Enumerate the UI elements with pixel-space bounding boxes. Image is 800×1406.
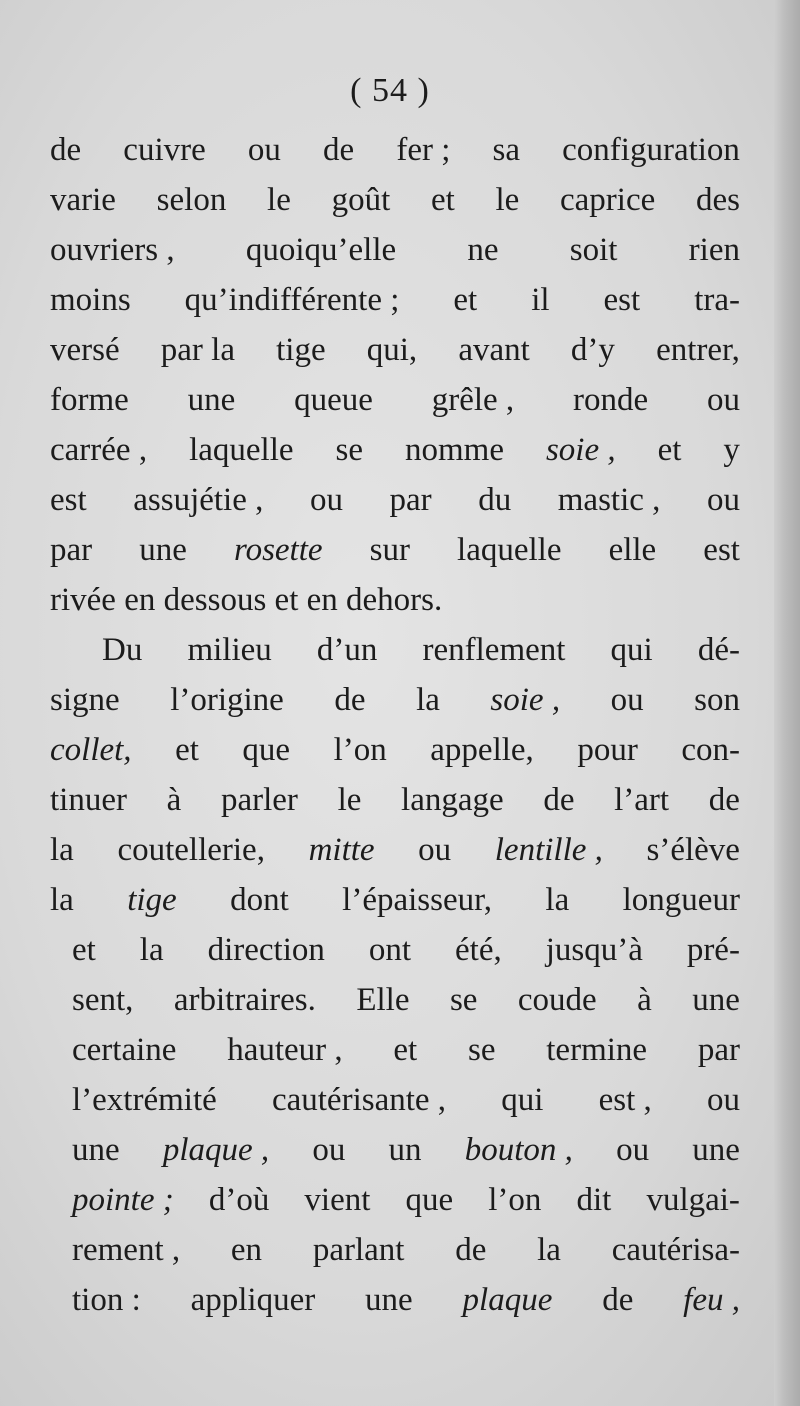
- word: par: [50, 532, 93, 568]
- word: en: [306, 582, 338, 618]
- text-line: [50, 1075, 740, 1125]
- body-text: [50, 125, 740, 1325]
- word: cuivre: [123, 132, 206, 168]
- word: et: [453, 282, 478, 318]
- word: ou: [247, 132, 281, 168]
- text-line: [50, 1175, 740, 1225]
- word: Du: [102, 632, 143, 668]
- word: goût: [331, 182, 391, 218]
- word: dessous: [163, 582, 267, 618]
- text-line: [50, 725, 740, 775]
- italic-word: pointe ;: [72, 1182, 174, 1218]
- italic-word: tige: [127, 882, 177, 918]
- word: est: [50, 482, 87, 518]
- text-line: [50, 1225, 740, 1275]
- text-line: [50, 1275, 740, 1325]
- word: selon: [156, 182, 227, 218]
- word: ouvriers ,: [50, 232, 175, 268]
- word: tinuer: [50, 782, 127, 818]
- word: ou: [610, 682, 644, 718]
- word: sent,: [72, 982, 134, 1018]
- word: hauteur ,: [227, 1032, 343, 1068]
- word: une: [72, 1132, 120, 1168]
- word: moins: [50, 282, 131, 318]
- word: tige: [276, 332, 326, 368]
- italic-word: rosette: [233, 532, 323, 568]
- word: mastic ,: [557, 482, 661, 518]
- word: con-: [681, 732, 740, 768]
- word: longueur: [622, 882, 740, 918]
- word: rement ,: [72, 1232, 181, 1268]
- word: une: [139, 532, 187, 568]
- word: la: [545, 882, 570, 918]
- word: nomme: [404, 432, 504, 468]
- word: sur: [369, 532, 410, 568]
- word: du: [478, 482, 512, 518]
- text-line: [50, 125, 740, 175]
- word: de: [323, 132, 355, 168]
- word: une: [692, 1132, 740, 1168]
- word: signe: [50, 682, 120, 718]
- word: qui,: [366, 332, 418, 368]
- word: le: [267, 182, 291, 218]
- word: en: [230, 1232, 263, 1268]
- italic-word: collet,: [50, 732, 132, 768]
- word: se: [468, 1032, 496, 1068]
- word: et: [430, 182, 455, 218]
- word: par: [697, 1032, 740, 1068]
- italic-word: bouton ,: [464, 1132, 573, 1168]
- word: caprice: [560, 182, 656, 218]
- word: carrée ,: [50, 432, 148, 468]
- italic-word: soie ,: [490, 682, 561, 718]
- word: ou: [418, 832, 452, 868]
- word: la: [416, 682, 440, 718]
- text-line: [50, 575, 740, 625]
- word: laquelle: [457, 532, 562, 568]
- word: à: [637, 982, 652, 1018]
- word: de: [543, 782, 575, 818]
- word: l’art: [614, 782, 670, 818]
- page-number: ( 54 ): [350, 72, 430, 109]
- word: il: [531, 282, 550, 318]
- word: l’origine: [170, 682, 284, 718]
- word: quoiqu’elle: [245, 232, 397, 268]
- word: qui: [610, 632, 653, 668]
- text-line: [50, 1125, 740, 1175]
- word: à: [166, 782, 182, 818]
- word: pré-: [686, 932, 740, 968]
- text-line: [50, 1025, 740, 1075]
- word: avant: [458, 332, 530, 368]
- word: en: [124, 582, 156, 618]
- word: la: [139, 932, 164, 968]
- word: vient: [304, 1182, 371, 1218]
- word: l’on: [333, 732, 387, 768]
- italic-word: soie ,: [545, 432, 616, 468]
- word: des: [695, 182, 740, 218]
- word: elle: [608, 532, 657, 568]
- word: s’élève: [646, 832, 740, 868]
- word: de: [602, 1282, 634, 1318]
- word: versé: [50, 332, 120, 368]
- word: pour: [577, 732, 638, 768]
- word: se: [449, 982, 478, 1018]
- word: et: [175, 732, 199, 768]
- word: soit: [569, 232, 618, 268]
- word: d’un: [316, 632, 378, 668]
- word: une: [365, 1282, 413, 1318]
- word: et: [72, 932, 96, 968]
- word: de: [708, 782, 740, 818]
- word: le: [337, 782, 362, 818]
- word: de: [334, 682, 366, 718]
- word: ou: [616, 1132, 650, 1168]
- word: la: [50, 882, 74, 918]
- word: sa: [492, 132, 521, 168]
- word: laquelle: [189, 432, 294, 468]
- word: fer ;: [396, 132, 451, 168]
- word: direction: [207, 932, 325, 968]
- word: se: [335, 432, 363, 468]
- word: entrer,: [656, 332, 740, 368]
- word: est: [703, 532, 740, 568]
- word: qui: [501, 1082, 544, 1118]
- word: ont: [368, 932, 412, 968]
- word: que: [405, 1182, 454, 1218]
- word: et: [393, 1032, 418, 1068]
- italic-word: feu ,: [683, 1282, 740, 1318]
- word: ne: [467, 232, 499, 268]
- word: que: [242, 732, 291, 768]
- word: par: [389, 482, 432, 518]
- text-line: [50, 775, 740, 825]
- text-line: [50, 425, 740, 475]
- italic-word: lentille ,: [494, 832, 603, 868]
- text-line: [50, 825, 740, 875]
- word: forme: [50, 382, 129, 418]
- word: renflement: [422, 632, 566, 668]
- word: qu’indifférente ;: [184, 282, 400, 318]
- word: milieu: [187, 632, 272, 668]
- word: l’on: [488, 1182, 542, 1218]
- italic-word: plaque: [462, 1282, 553, 1318]
- word: rien: [688, 232, 740, 268]
- text-line: [50, 525, 740, 575]
- word: queue: [294, 382, 373, 418]
- text-line: [50, 675, 740, 725]
- word: dont: [230, 882, 289, 918]
- word: été,: [455, 932, 502, 968]
- word: une: [692, 982, 740, 1018]
- word: dé-: [697, 632, 740, 668]
- word: ou: [312, 1132, 346, 1168]
- text-line: [50, 275, 740, 325]
- word: d’où: [208, 1182, 270, 1218]
- word: et: [657, 432, 682, 468]
- word: y: [723, 432, 740, 468]
- word: ronde: [573, 382, 649, 418]
- word: rivée: [50, 582, 116, 618]
- text-line: [50, 325, 740, 375]
- word: configuration: [562, 132, 740, 168]
- word: une: [187, 382, 236, 418]
- text-line: [50, 925, 740, 975]
- italic-word: plaque ,: [162, 1132, 270, 1168]
- word: langage: [401, 782, 504, 818]
- word: tion :: [72, 1282, 141, 1318]
- word: ou: [309, 482, 343, 518]
- word: certaine: [72, 1032, 177, 1068]
- word: par la: [160, 332, 235, 368]
- text-line: [50, 975, 740, 1025]
- word: coude: [517, 982, 597, 1018]
- word: appelle,: [430, 732, 534, 768]
- word: de: [455, 1232, 487, 1268]
- text-line: [50, 225, 740, 275]
- word: parler: [220, 782, 298, 818]
- word: ou: [707, 1082, 740, 1118]
- page-edge-shadow: [774, 0, 800, 1406]
- word: est ,: [598, 1082, 652, 1118]
- text-line: [50, 175, 740, 225]
- word: le: [495, 182, 520, 218]
- word: cautérisante ,: [271, 1082, 447, 1118]
- word: Elle: [356, 982, 410, 1018]
- word: l’extrémité: [72, 1082, 217, 1118]
- word: tra-: [694, 282, 740, 318]
- word: d’y: [570, 332, 615, 368]
- text-line: [50, 475, 740, 525]
- word: et: [274, 582, 299, 618]
- italic-word: mitte: [308, 832, 375, 868]
- word: son: [694, 682, 740, 718]
- word: termine: [546, 1032, 648, 1068]
- word: de: [50, 132, 82, 168]
- word: parlant: [312, 1232, 405, 1268]
- word: assujétie ,: [133, 482, 264, 518]
- word: coutellerie,: [117, 832, 265, 868]
- word: grêle ,: [431, 382, 515, 418]
- text-line: [50, 375, 740, 425]
- word: vulgai-: [646, 1182, 740, 1218]
- text-line: [50, 875, 740, 925]
- word: cautérisa-: [611, 1232, 740, 1268]
- word: varie: [50, 182, 116, 218]
- word: ou: [706, 382, 740, 418]
- word: un: [388, 1132, 422, 1168]
- text-line: [50, 625, 740, 675]
- word: la: [50, 832, 74, 868]
- word: ou: [706, 482, 740, 518]
- word: jusqu’à: [545, 932, 643, 968]
- word: dit: [576, 1182, 612, 1218]
- word: appliquer: [190, 1282, 316, 1318]
- word: est: [603, 282, 641, 318]
- word: la: [537, 1232, 561, 1268]
- word: l’épaisseur,: [342, 882, 493, 918]
- word: dehors.: [346, 582, 443, 618]
- word: arbitraires.: [173, 982, 316, 1018]
